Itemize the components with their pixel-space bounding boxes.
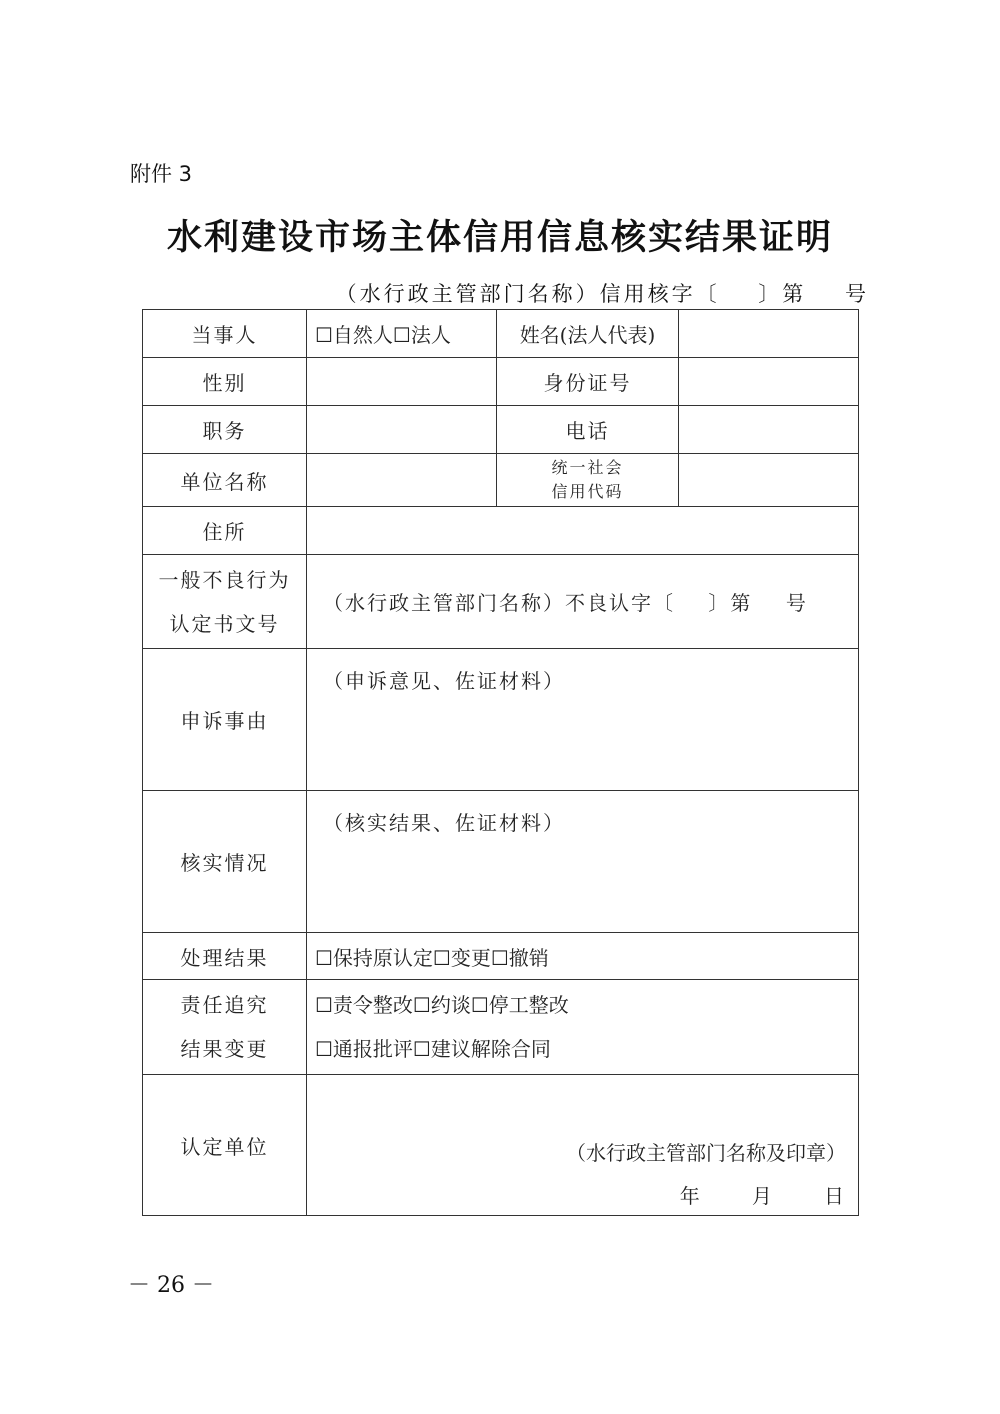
liability-options[interactable] bbox=[307, 980, 859, 1075]
credit-code-label bbox=[497, 454, 679, 507]
row-authority bbox=[143, 1075, 859, 1216]
row-decision bbox=[143, 555, 859, 649]
row-gender bbox=[143, 358, 859, 406]
authority-date: 年 月 日 bbox=[679, 1184, 846, 1208]
verification-field[interactable]: （核实结果、佐证材料） bbox=[307, 791, 859, 933]
appeal-reason-field[interactable]: （申诉意见、佐证材料） bbox=[307, 649, 859, 791]
name-label: 姓名(法人代表) bbox=[497, 310, 679, 358]
row-result bbox=[143, 933, 859, 980]
party-label: 当事人 bbox=[143, 310, 307, 358]
row-appeal bbox=[143, 649, 859, 791]
row-unit bbox=[143, 454, 859, 507]
page-number: － 26 － bbox=[128, 1273, 214, 1298]
liability-label bbox=[143, 980, 307, 1075]
authority-label: 认定单位 bbox=[143, 1075, 307, 1216]
row-party bbox=[143, 310, 859, 358]
result-label: 处理结果 bbox=[143, 933, 307, 980]
verification-form-table bbox=[142, 309, 859, 1216]
row-address bbox=[143, 507, 859, 555]
authority-stamp-text: （水行政主管部门名称及印章） bbox=[566, 1141, 846, 1165]
authority-field[interactable] bbox=[307, 1075, 859, 1216]
verification-label: 核实情况 bbox=[143, 791, 307, 933]
unit-name-label: 单位名称 bbox=[143, 454, 307, 507]
document-title: 水利建设市场主体信用信息核实结果证明 bbox=[166, 218, 833, 258]
phone-field[interactable] bbox=[679, 406, 859, 454]
decision-label-line2: 认定书文号 bbox=[169, 611, 280, 636]
liability-label-line1: 责任追究 bbox=[180, 993, 269, 1017]
document-number: （水行政主管部门名称）信用核字〔 〕第 号 bbox=[335, 282, 869, 306]
liability-label-line2: 结果变更 bbox=[180, 1037, 269, 1061]
address-field[interactable] bbox=[307, 507, 859, 555]
address-label: 住所 bbox=[143, 507, 307, 555]
gender-label: 性别 bbox=[143, 358, 307, 406]
position-field[interactable] bbox=[307, 406, 497, 454]
decision-number-value[interactable]: （水行政主管部门名称）不良认字〔 〕第 号 bbox=[307, 555, 859, 649]
id-number-field[interactable] bbox=[679, 358, 859, 406]
credit-code-label-line1: 统一社会 bbox=[551, 458, 624, 477]
attachment-label: 附件 3 bbox=[130, 162, 193, 186]
phone-label: 电话 bbox=[497, 406, 679, 454]
row-liability bbox=[143, 980, 859, 1075]
row-position bbox=[143, 406, 859, 454]
credit-code-label-line2: 信用代码 bbox=[551, 482, 624, 501]
liability-options-line2[interactable]: ☐通报批评☐建议解除合同 bbox=[315, 1037, 551, 1061]
row-verification bbox=[143, 791, 859, 933]
liability-options-line1[interactable]: ☐责令整改☐约谈☐停工整改 bbox=[315, 993, 569, 1017]
decision-number-label bbox=[143, 555, 307, 649]
appeal-reason-label: 申诉事由 bbox=[143, 649, 307, 791]
party-type-options[interactable]: ☐自然人☐法人 bbox=[307, 310, 497, 358]
result-options[interactable]: ☐保持原认定☐变更☐撤销 bbox=[307, 933, 859, 980]
unit-name-field[interactable] bbox=[307, 454, 497, 507]
position-label: 职务 bbox=[143, 406, 307, 454]
credit-code-field[interactable] bbox=[679, 454, 859, 507]
id-number-label: 身份证号 bbox=[497, 358, 679, 406]
gender-field[interactable] bbox=[307, 358, 497, 406]
name-field[interactable] bbox=[679, 310, 859, 358]
decision-label-line1: 一般不良行为 bbox=[158, 567, 291, 592]
